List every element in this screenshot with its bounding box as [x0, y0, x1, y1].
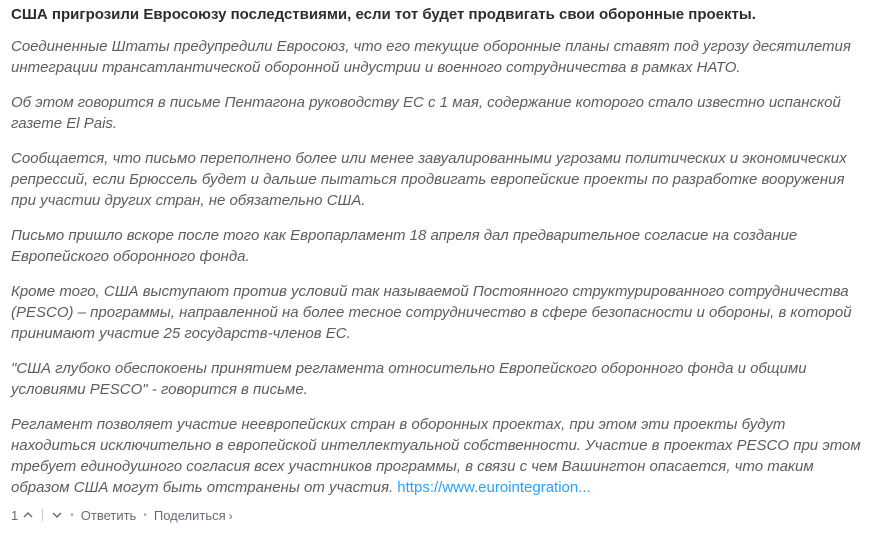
- post-paragraph: Соединенные Штаты предупредили Евросоюз, что его текущие оборонные планы ставят под угрозу десятилетия интеграции трансатлантической оборонной индустрии и военного сотрудничества в рамках НАТО.: [11, 38, 851, 76]
- chevron-right-icon: ›: [228, 508, 233, 523]
- post-paragraph: Сообщается, что письмо переполнено более или менее завуалированными угрозами политических и экономических репрессий, если Брюссель будет и дальше пытаться продвигать европейские проекты по разработке вооружения при участии других стран, не обязательно США.: [11, 150, 847, 209]
- chevron-up-icon[interactable]: [22, 509, 34, 521]
- vote-count: 1: [11, 507, 19, 523]
- share-button[interactable]: [154, 508, 233, 523]
- post-paragraph: Кроме того, США выступают против условий так называемой Постоянного структурированного сотрудничества (PESCO) – программы, направленной на более тесное сотрудничество в сфере безопасности и обороны, в которой принимают участие 25 государств-членов ЕС.: [11, 283, 852, 342]
- separator-dot: •: [143, 509, 147, 521]
- post-headline: США пригрозили Евросоюзу последствиями, если тот будет продвигать свои оборонные проекты.: [11, 6, 756, 23]
- vote-divider: [42, 509, 43, 521]
- post-paragraph-text: Регламент позволяет участие неевропейских стран в оборонных проектах, при этом эти проекты будут находиться исключительно в европейской интеллектуальной собственности. Участие в проектах PESCO при этом требует единодушного согласия всех участников программы, в связи с чем Вашингтон опасается, что таким образом США могут быть отстранены от участия.: [11, 416, 861, 496]
- post-paragraph: "США глубоко обеспокоены принятием регламента относительно Европейского оборонного фонда и общими условиями PESCO" - говорится в письме.: [11, 360, 807, 398]
- source-link[interactable]: https://www.eurointegration...: [397, 479, 591, 496]
- comment-footer: [11, 506, 871, 524]
- chevron-down-icon[interactable]: [51, 509, 63, 521]
- post-paragraph: Письмо пришло вскоре после того как Европарламент 18 апреля дал предварительное согласие на создание Европейского оборонного фонда.: [11, 227, 798, 265]
- separator-dot: •: [70, 509, 74, 521]
- post-paragraph: Об этом говорится в письме Пентагона руководству ЕС с 1 мая, содержание которого стало известно испанской газете El Pais.: [11, 94, 841, 132]
- share-label: Поделиться: [153, 507, 226, 523]
- post-paragraph-last: [11, 414, 871, 498]
- reply-button[interactable]: Ответить: [80, 507, 137, 523]
